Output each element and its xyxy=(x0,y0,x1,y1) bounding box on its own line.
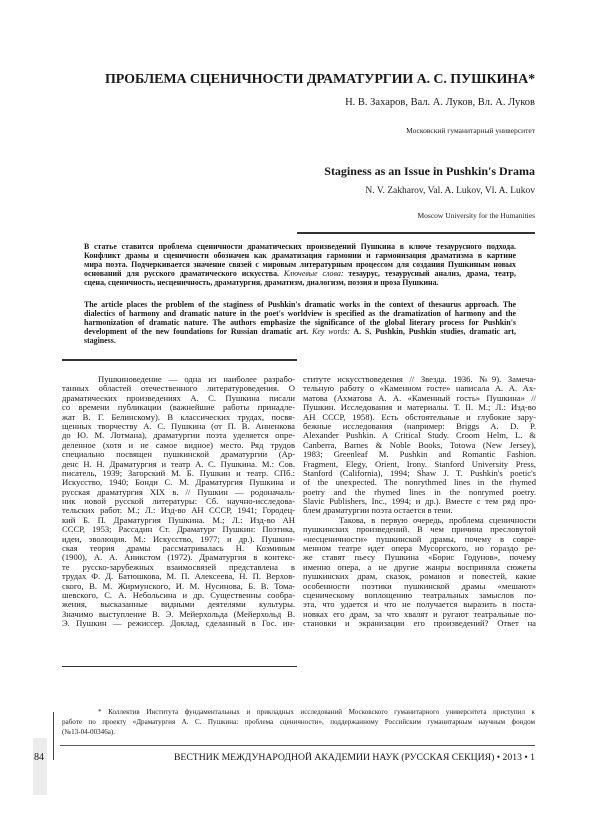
text-line: идеи, эволюция. М.: Искусство, 1977; и др.). Пушкин- xyxy=(62,533,295,544)
text-line: Конфликт драмы и сценичности обозначен как драматизация гармонии и гармонизация драматизма в картине xyxy=(84,251,516,260)
text-line: пушкинских драм, сказок, романов и повестей, какие xyxy=(303,571,536,582)
text-line: harmonization of dramatic nature. The authors emphasize the significance of the global literary process for Pushkin's xyxy=(84,318,516,327)
text-line: русская драматургия XIX в. // Пушкин — родоначаль- xyxy=(62,486,295,497)
abstract-ru xyxy=(84,242,516,287)
text-line: особенности поэтики пушкинской драмы «мешают» xyxy=(303,580,536,591)
body-column-right xyxy=(303,375,536,629)
text-line: ская теория драмы рассматривалась Н. Козминым xyxy=(62,543,295,554)
text-line: ского, В. М. Жирмунского, И. М. Нусинова, Б. В. Тома- xyxy=(62,580,295,591)
text-line: Stanford (California), 1994; Shaw J. T. Pushkin's poetic's xyxy=(303,467,536,478)
text-line: (1900), А. А. Аникстом (1972). Драматургия в контекс- xyxy=(62,552,295,563)
text-line: Э. Пушкин — режиссер. Доклад, сделанный в Гос. ин- xyxy=(62,618,295,629)
text-line: пушкинских произведений. В чем причина пресловутой xyxy=(303,524,536,535)
text-line: тельную работу о «Каменном госте» написала А. А. Ах- xyxy=(303,383,536,394)
text-line: staginess. xyxy=(84,336,116,345)
text-line: сценическому воплощению театральных замыслов по- xyxy=(303,589,536,600)
text-line: драматических произведениях А. С. Пушкина писали xyxy=(62,392,295,403)
text-line: мира поэта. Подчеркивается значение связей с мировым литературным процессом для создания Пушкиным новых xyxy=(84,260,516,269)
text-line: Искусство, 1940; Бонди С. М. Драматургия Пушкина и xyxy=(62,477,295,488)
page-number: 84 xyxy=(34,752,44,763)
footnote-divider xyxy=(62,666,297,667)
text-line: сцена, сценичность, несценичность, драматургия, драматизм, диалогизм, поэзия и проза Пушкина. xyxy=(84,278,439,287)
text-line: кий Б. П. Драматургия Пушкина. М.; Л.: Изд-во АН xyxy=(62,514,295,525)
text-line: деленное (хотя и не самое видное) место. Ряд трудов xyxy=(62,439,295,450)
text-line: «несценичности» пушкинской драмы, почему в совре- xyxy=(303,533,536,544)
text-line: новках его драм, за что хвалят и ругают театральные по- xyxy=(303,608,536,619)
text-line: The article places the problem of the staginess of Pushkin's dramatic works in the context of thesaurus approach. The xyxy=(84,300,516,309)
text-line: эта, что удается и что не получается выразить в поста- xyxy=(303,599,536,610)
affiliation-ru: Московский гуманитарный университет xyxy=(406,126,535,135)
text-line: именно опера, а не другие жанры восприняла сюжеты xyxy=(303,561,536,572)
text-line: * Коллектив Института фундаментальных и прикладных исследований Московского гуманитарного университета приступил к xyxy=(98,708,535,716)
text-line: жат В. Г. Белинскому). В классических трудах, посвя- xyxy=(62,411,295,422)
keywords-label: Ключевые слова: xyxy=(283,269,344,278)
text-line: ституте искусствоведения // Звезда. 1936. №9). Замеча- xyxy=(303,374,536,384)
footnote xyxy=(62,707,535,737)
text-line: шевского, С. А. Небольсина и др. Существенны сообра- xyxy=(62,589,295,600)
text-line: dialectics of harmony and dramatic nature in the poet's worldview is specified as the dramatization of harmony and the xyxy=(84,309,516,318)
text-line: Такова, в первую очередь, проблема сценичности xyxy=(339,514,536,525)
authors-en: N. V. Zakharov, Val. A. Lukov, Vl. A. Lukov xyxy=(365,186,535,196)
text-line: Slavic Publishers, Inc., 1994; и др.). Вместе с тем ряд про- xyxy=(303,496,536,507)
text-line: те русско-зарубежных взаимосвязей представлена в xyxy=(62,561,295,572)
text-line: (№13-04-00346а). xyxy=(62,728,116,736)
text-line: 1983; Greenleaf M. Pushkin and Romantic Fashion. xyxy=(303,449,536,460)
authors-ru: Н. В. Захаров, Вал. А. Луков, Вл. А. Луков xyxy=(345,97,535,108)
text-line: трудах Ф. Д. Батюшкова, М. П. Алексеева, Н. П. Верхов- xyxy=(62,571,295,582)
text-line: работе по проекту «Драматургия А. С. Пушкина: проблема сценичности», поддержанному Российским гуманитарным научным фондом xyxy=(62,718,535,726)
page-number-tab xyxy=(33,738,47,795)
text-line: АН СССР, 1958). Есть обстоятельные и глубокие зару- xyxy=(303,411,536,422)
text-line: до Ю. М. Лотмана), драматургии поэта уделяется опре- xyxy=(62,430,295,441)
text-line: ник новой русской литературы: Сб. научно-исследова- xyxy=(62,496,295,507)
text-line: денс Н. Н. Драматургия и театр А. С. Пушкина. М.: Сов. xyxy=(62,458,295,469)
header-divider xyxy=(297,232,535,234)
abstract-en xyxy=(84,300,516,345)
text-line: development of the new foundations for Russian dramatic art. Key words: A. S. Pushkin, Pushkin studies, dramatic art, xyxy=(84,327,517,336)
text-line: специально посвящен пушкинской драматургии (Ар- xyxy=(62,449,295,460)
text-line: матова (Ахматова А. А. «Каменный гость» Пушкина» // xyxy=(303,392,536,403)
text-line: Fragment, Elegy, Orient, Irony. Stanford University Press, xyxy=(303,458,536,469)
text-line: со времени публикации (важнейшие работы принадле- xyxy=(62,402,295,413)
text-line: становки и экранизации его произведений? Ответ на xyxy=(303,618,536,629)
text-line: блем драматургии поэта остается в тени. xyxy=(303,505,453,516)
text-line: СССР, 1953; Рассадин Ст. Драматург Пушкин: Поэтика, xyxy=(62,524,295,535)
journal-footer: ВЕСТНИК МЕЖДУНАРОДНОЙ АКАДЕМИИ НАУК (РУССКАЯ СЕКЦИЯ) • 2013 • 1 xyxy=(173,752,535,763)
text-line: Canberra, Barnes & Noble Books, Totowa (New Jersey), xyxy=(303,439,536,450)
text-line: жения, высказанные видными деятелями культуры. xyxy=(62,599,295,610)
margin-rule xyxy=(53,712,54,760)
text-line: В статье ставится проблема сценичности драматических произведений Пушкина в ключе тезаурусного подхода. xyxy=(84,242,516,251)
text-line: оснований для русского драматического искусства. Ключевые слова: тезаурус, тезаурусный анализ, драма, театр, xyxy=(84,269,516,278)
text-line: же ставят пьесу Пушкина «Борис Годунов», почему xyxy=(303,552,536,563)
abstract-divider xyxy=(62,359,297,361)
footer-divider xyxy=(60,745,535,746)
text-line: бежные исследования (например: Briggs A. D. P. xyxy=(303,420,536,431)
text-line: щенных творчеству А. С. Пушкина (от П. В. Анненкова xyxy=(62,420,295,431)
keywords-label: Key words: xyxy=(312,327,350,336)
article-title-ru: ПРОБЛЕМА СЦЕНИЧНОСТИ ДРАМАТУРГИИ А. С. ПУШКИНА* xyxy=(105,72,535,87)
article-title-en: Staginess as an Issue in Pushkin's Drama xyxy=(324,164,535,178)
text-line: of the unexpected. The nonrythmed lines in the rhymed xyxy=(303,477,536,488)
affiliation-en: Moscow University for the Humanities xyxy=(417,211,535,220)
text-line: тельских работ. М.; Л.: Изд-во АН СССР, 1941; Городец- xyxy=(62,505,295,516)
text-line: Alexander Pushkin. A Critical Study. Croom Helm, L. & xyxy=(303,430,536,441)
text-line: писатель, 1939; Загорский М. Б. Пушкин и театр. СПб.: xyxy=(62,467,295,478)
text-line: Пушкин. Исследования и материалы. Т. II. М.; Л.: Изд-во xyxy=(303,402,536,413)
text-line: poetry and the rhymed lines in the nonrymed poetry. xyxy=(303,486,536,497)
text-line: танных областей отечественного литературоведения. О xyxy=(62,383,295,394)
body-column-left xyxy=(62,375,295,629)
text-line: Значимо выступление В. Э. Мейерхольда (Мейерхольд В. xyxy=(62,608,295,619)
text-line: Пушкиноведение — одна из наиболее разрабо- xyxy=(98,374,295,384)
text-line: менном театре идет опера Мусоргского, но гораздо ре- xyxy=(303,543,536,554)
